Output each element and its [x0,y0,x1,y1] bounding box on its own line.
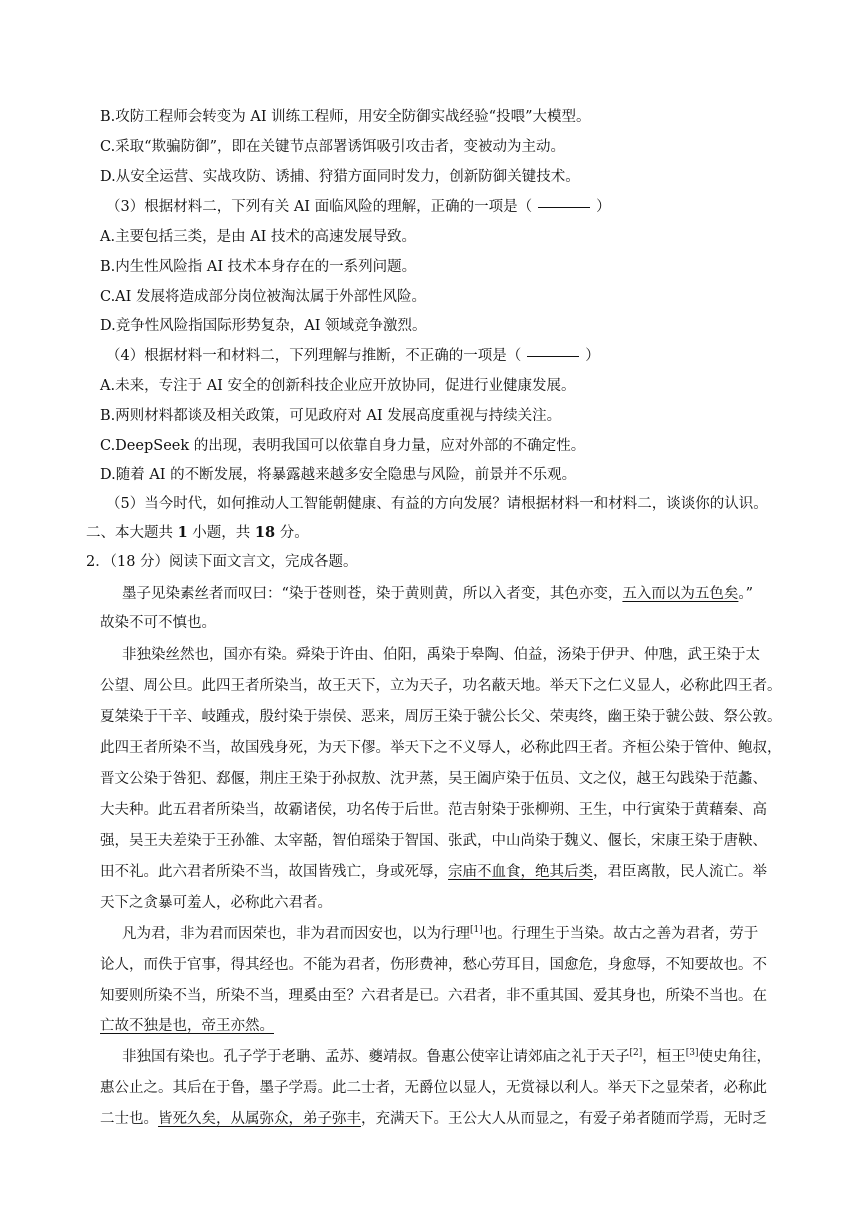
passage-text: ，桓王 [642,1049,686,1065]
passage-text: 。” [738,586,754,602]
passage-p2-line6: 大夫种。此五君者所染当，故霸诸侯，功名传于后世。范吉射染于张柳朔、王生，中行寅染于黄藉秦、高 [100,802,767,818]
q4-option-d: D.随着 AI 的不断发展，将暴露越来越多安全隐患与风险，前景并不乐观。 [100,467,577,483]
passage-p3-line3: 知要则所染不当，所染不当，理奚由至？六君者是已。六君者，非不重其国、爱其身也，所染不当也。在 [100,988,767,1004]
section-two-pre: 二、本大题共 [86,525,178,541]
passage-p4-line1 [122,1047,790,1067]
q2-option-c: C.采取“欺骗防御”，即在关键节点部署诱饵吸引攻击者，变被动为主动。 [100,139,566,155]
passage-p2-line5: 晋文公染于咎犯、郄偃，荆庄王染于孙叔敖、沈尹蒸，吴王阖庐染于伍员、文之仪，越王勾践染于范蠡、 [100,771,767,787]
footnote-ref: [2] [629,1048,643,1059]
passage-text: 凡为君，非为君而因荣也，非为君而因安也，以为行理 [122,926,470,942]
section-two-mid: 小题，共 [187,525,255,541]
passage-text: ，充满天下。王公大人从而显之，有爱子弟者随而学焉，无时乏 [361,1111,767,1127]
q3-option-b: B.内生性风险指 AI 技术本身存在的一系列问题。 [100,259,417,275]
q4-option-b: B.两则材料都谈及相关政策，可见政府对 AI 发展高度重视与持续关注。 [100,408,562,424]
q4-stem-close: ） [585,348,600,364]
passage-p4-line3 [100,1109,790,1129]
q3-option-c: C.AI 发展将造成部分岗位被淘汰属于外部性风险。 [100,289,426,305]
passage-text: 二士也。 [100,1111,158,1127]
passage-p3-line1 [122,924,790,944]
passage-p2-line7: 强，吴王夫差染于王孙雒、太宰嚭，智伯瑶染于智国、张武，中山尚染于魏义、偃长，宋康王染于唐鞅、 [100,833,767,849]
footnote-ref: [3] [685,1048,699,1059]
section-two-heading [86,523,776,543]
passage-p2-line1: 非独染丝然也，国亦有染。舜染于许由、伯阳，禹染于皋陶、伯益，汤染于伊尹、仲虺，武王染于太 [122,647,760,663]
passage-p4-line2: 惠公止之。其后在于鲁，墨子学焉。此二士者，无爵位以显人，无赏禄以利人。举天下之显荣者，必称此 [100,1080,767,1096]
passage-text: ，君臣离散，民人流亡。举 [593,864,767,880]
q2-option-b: B.攻防工程师会转变为 AI 训练工程师，用安全防御实战经验“投喂”大模型。 [100,109,591,125]
passage-text: 使史角往， [698,1049,771,1065]
footnote-ref: [1] [470,925,483,936]
passage-p2-line4: 此四王者所染不当，故国残身死，为天下僇。举天下之不义辱人，必称此四王者。齐桓公染于管仲、鲍叔， [100,740,782,756]
passage-text: 非独国有染也。孔子学于老聃、孟苏、夔靖叔。鲁惠公使宰让请郊庙之礼于天子 [122,1049,630,1065]
passage-p3-line2: 论人，而佚于官事，得其经也。不能为君者，伤形费神，愁心劳耳目，国愈危，身愈辱，不知要故也。不 [100,957,767,973]
q3-answer-blank[interactable] [538,206,590,208]
section-two-score: 18 [254,524,276,541]
underlined-phrase: 五入而以为五色矣 [622,586,739,602]
passage-p2-line2: 公望、周公旦。此四王者所染当，故王天下，立为天子，功名蔽天地。举天下之仁义显人，必称此四王者。 [100,678,782,694]
passage-p1-line2: 故染不可不慎也。 [100,615,216,631]
section-two-count: 1 [177,524,188,541]
section-two-post: 分。 [275,525,309,541]
q2-option-d: D.从安全运营、实战攻防、诱捕、狩猎方面同时发力，创新防御关键技术。 [100,169,580,185]
underlined-phrase: 皆死久矣，从属弥众，弟子弥丰 [158,1111,361,1127]
q4-option-a: A.未来，专注于 AI 安全的创新科技企业应开放协同，促进行业健康发展。 [100,378,576,394]
q4-stem-text: （4）根据材料一和材料二，下列理解与推断，不正确的一项是（ [106,348,522,364]
q5-question: （5）当今时代，如何推动人工智能朝健康、有益的方向发展？请根据材料一和材料二，谈谈你的认识。 [106,496,768,512]
q4-stem [106,346,796,366]
passage-text: 墨子见染素丝者而叹曰：“染于苍则苍，染于黄则黄，所以入者变，其色亦变， [122,586,623,602]
q3-stem-close: ） [596,199,611,215]
underlined-phrase: 亡故不独是也，帝王亦然。 [100,1018,274,1034]
q3-option-a: A.主要包括三类，是由 AI 技术的高速发展导致。 [100,229,416,245]
passage-p1-line1 [122,584,790,604]
q4-option-c: C.DeepSeek 的出现，表明我国可以依靠自身力量，应对外部的不确定性。 [100,438,586,454]
q2-header: 2．（18 分）阅读下面文言文，完成各题。 [86,554,358,570]
passage-p3-line4 [100,1016,790,1036]
passage-text: 田不礼。此六君者所染不当，故国皆残亡，身或死辱， [100,864,448,880]
underlined-phrase: 宗庙不血食，绝其后类 [448,864,593,880]
passage-text: 也。行理生于当染。故古之善为君者，劳于 [482,926,759,942]
q4-answer-blank[interactable] [527,355,579,357]
passage-p2-line9: 天下之贪暴可羞人，必称此六君者。 [100,895,332,911]
q3-stem-text: （3）根据材料二，下列有关 AI 面临风险的理解，正确的一项是（ [106,199,533,215]
q3-stem [106,197,796,217]
passage-p2-line8 [100,862,790,882]
passage-p2-line3: 夏桀染于干辛、岐踵戎，殷纣染于崇侯、恶来，周厉王染于虢公长父、荣夷终，幽王染于虢公鼓、祭公敦。 [100,709,782,725]
q3-option-d: D.竞争性风险指国际形势复杂，AI 领域竞争激烈。 [100,318,427,334]
